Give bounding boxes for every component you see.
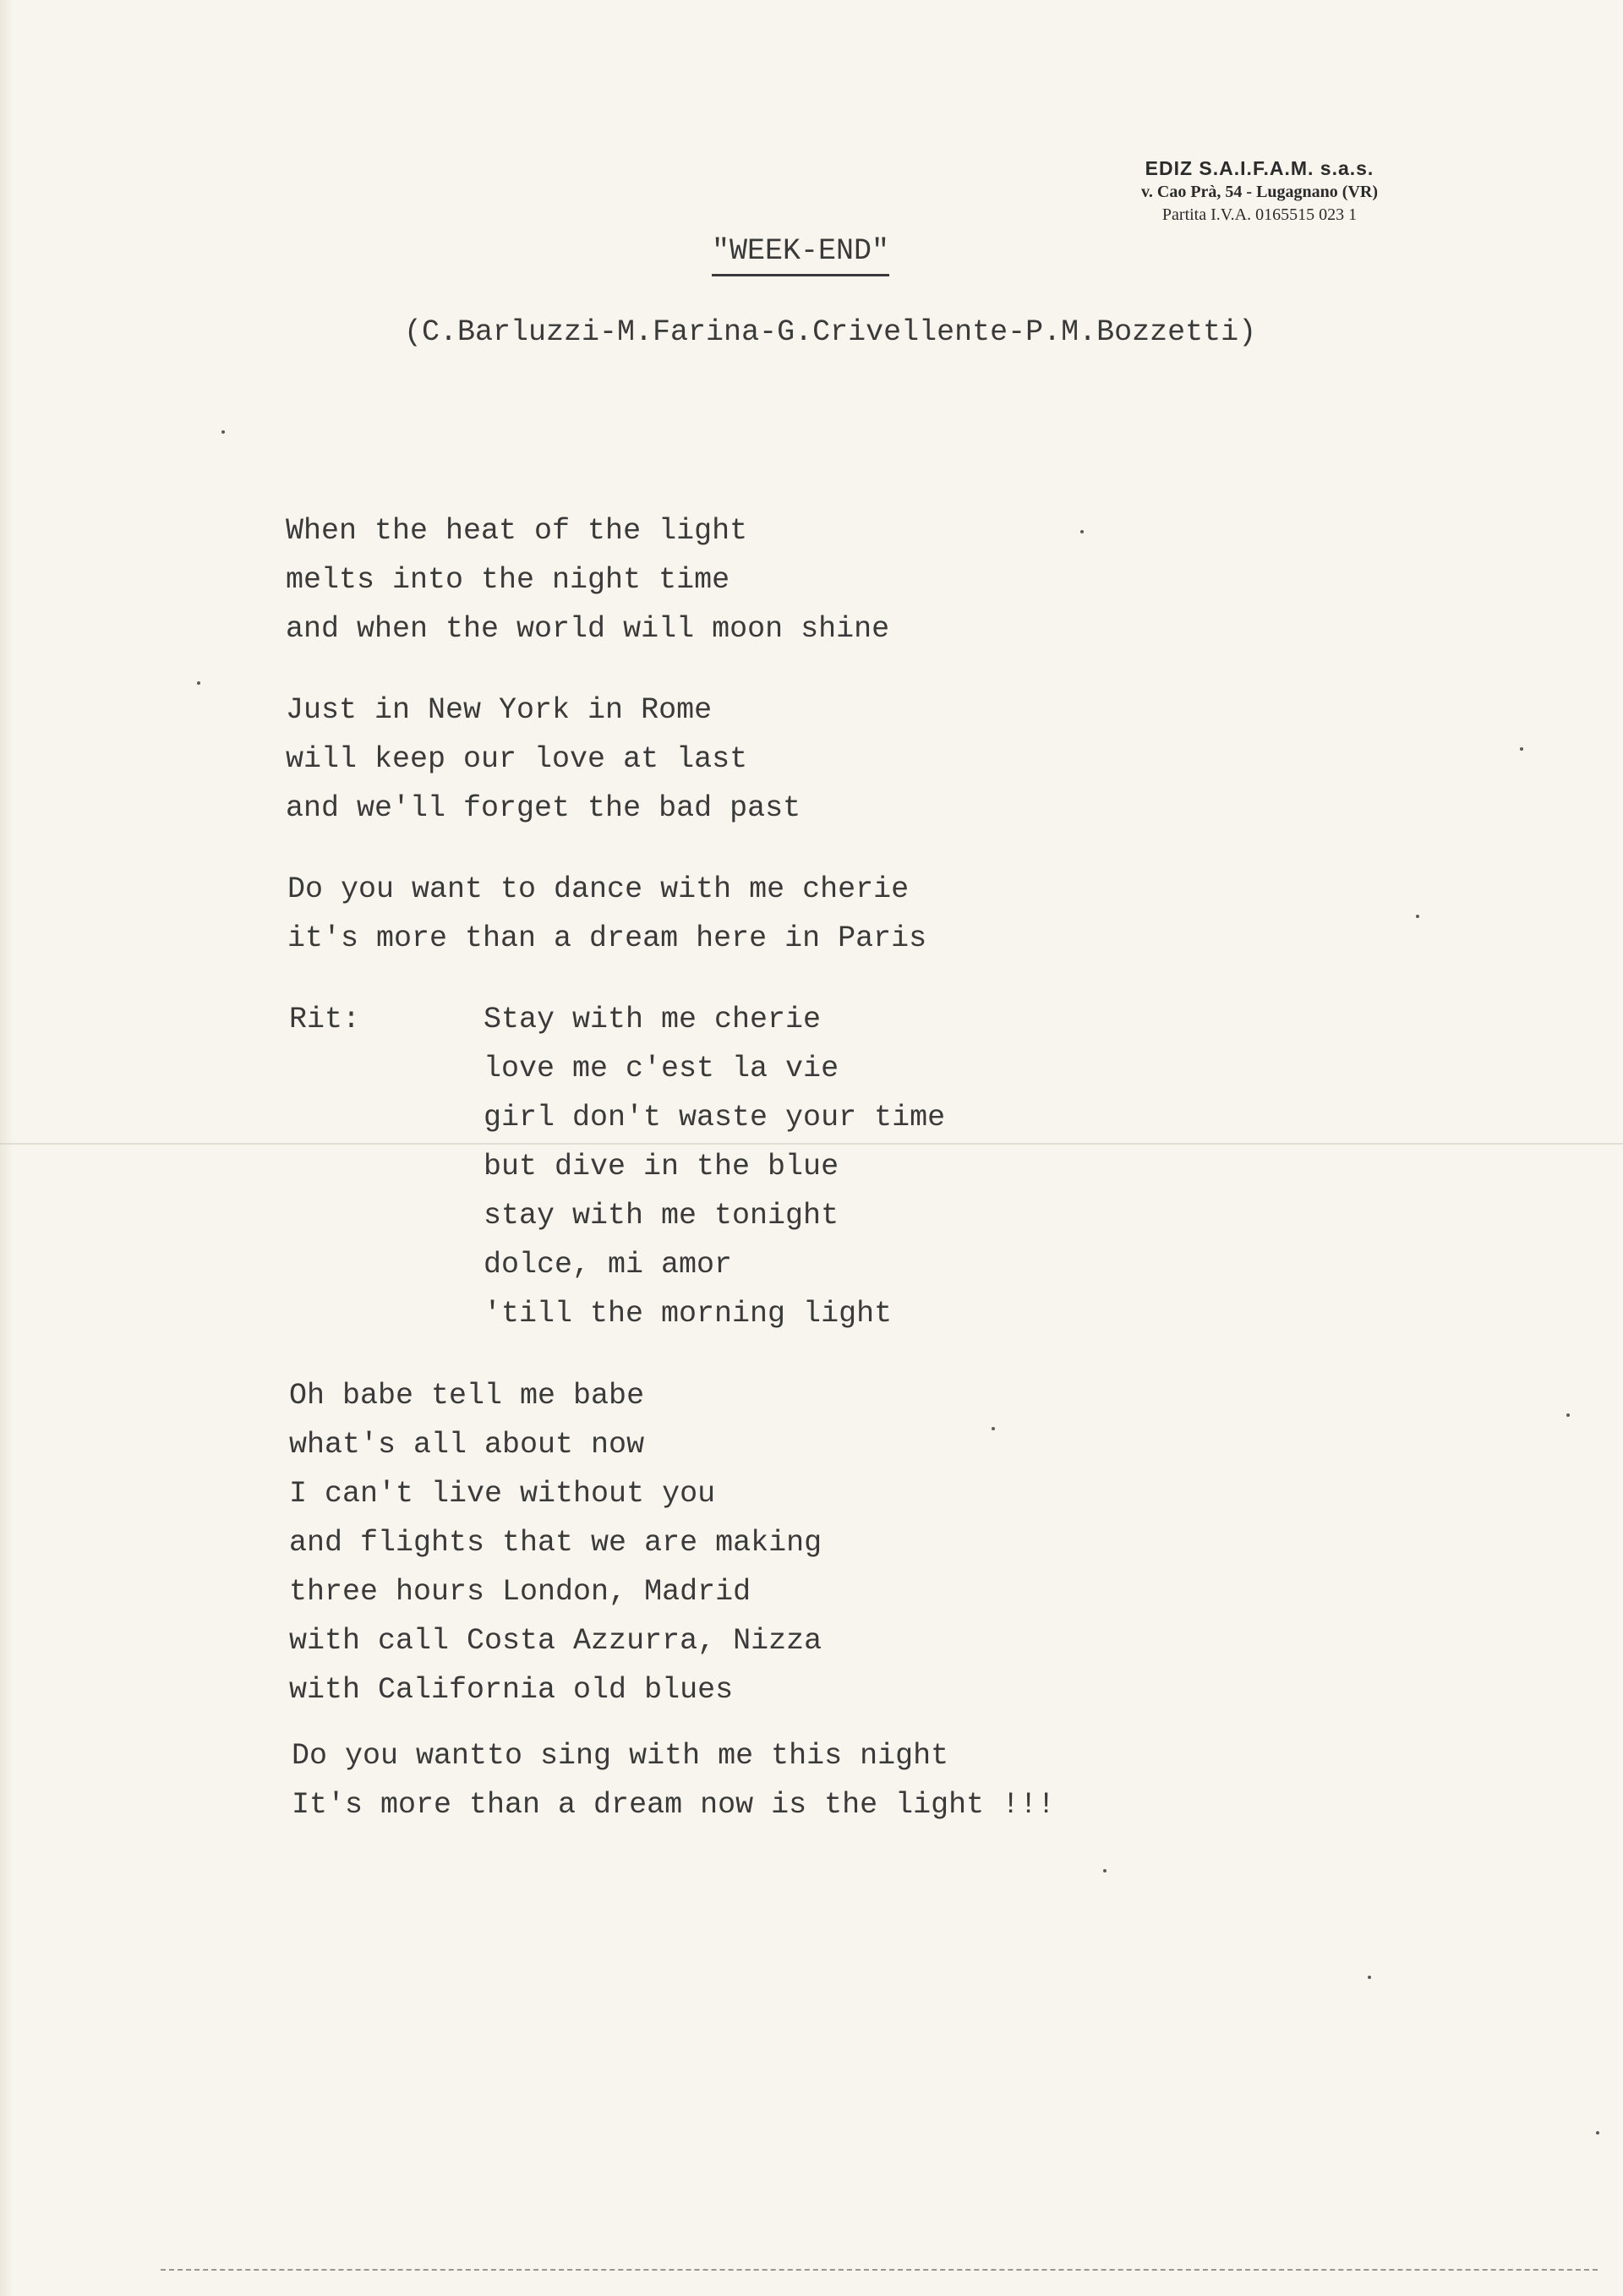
bottom-dashed-rule (161, 2269, 1598, 2271)
lyric-line: It's more than a dream now is the light !!! (292, 1788, 1056, 1822)
refrain-label: Rit: (289, 1003, 361, 1036)
lyric-line: with call Costa Azzurra, Nizza (289, 1624, 822, 1658)
lyric-line: Do you wantto sing with me this night (292, 1739, 949, 1773)
paper-speck (1368, 1976, 1371, 1979)
refrain-line: girl don't waste your time (484, 1101, 946, 1134)
lyric-line: and we'll forget the bad past (286, 791, 801, 825)
lyric-line: I can't live without you (289, 1477, 716, 1511)
lyric-line: Oh babe tell me babe (289, 1379, 645, 1413)
publisher-vat-number: Partita I.V.A. 0165515 023 1 (1161, 205, 1358, 224)
refrain-line: but dive in the blue (484, 1150, 839, 1184)
paper-edge-shadow (0, 0, 14, 2296)
song-authors: (C.Barluzzi-M.Farina-G.Crivellente-P.M.Bozzetti) (404, 315, 1257, 349)
verse-2 (286, 686, 801, 833)
lyric-line: three hours London, Madrid (289, 1575, 751, 1609)
refrain (484, 995, 945, 1338)
publisher-stamp (1090, 156, 1429, 227)
refrain-line: stay with me tonight (484, 1199, 839, 1233)
lyric-line: Just in New York in Rome (286, 693, 713, 727)
refrain-line: dolce, mi amor (484, 1248, 733, 1282)
refrain-line: love me c'est la vie (484, 1052, 839, 1085)
lyric-line: Do you want to dance with me cherie (287, 872, 910, 906)
lyric-line: will keep our love at last (286, 742, 748, 776)
paper-speck (1520, 747, 1523, 751)
refrain-line: 'till the morning light (484, 1297, 893, 1331)
lyric-line: with California old blues (289, 1673, 734, 1707)
lyric-line: and flights that we are making (289, 1526, 822, 1560)
paper-speck (1416, 915, 1419, 918)
verse-5 (292, 1731, 1055, 1829)
paper-speck (1103, 1869, 1107, 1872)
publisher-name: EDIZ S.A.I.F.A.M. s.a.s. (1145, 157, 1374, 179)
lyric-line: what's all about now (289, 1428, 645, 1462)
lyric-line: When the heat of the light (286, 514, 748, 548)
lyric-line: melts into the night time (286, 563, 730, 597)
paper-speck (1080, 530, 1084, 533)
refrain-line: Stay with me cherie (484, 1003, 822, 1036)
paper-speck (992, 1427, 995, 1430)
paper-speck (1596, 2131, 1599, 2135)
paper-speck (221, 430, 225, 434)
lyric-line: and when the world will moon shine (286, 612, 890, 646)
verse-4 (289, 1371, 822, 1714)
song-title: "WEEK-END" (712, 232, 889, 276)
verse-3 (287, 865, 926, 963)
publisher-address: v. Cao Prà, 54 - Lugagnano (VR) (1140, 183, 1378, 201)
lyric-line: it's more than a dream here in Paris (287, 921, 927, 955)
paper-speck (1566, 1413, 1570, 1417)
verse-1 (286, 506, 889, 653)
paper-speck (197, 681, 200, 685)
